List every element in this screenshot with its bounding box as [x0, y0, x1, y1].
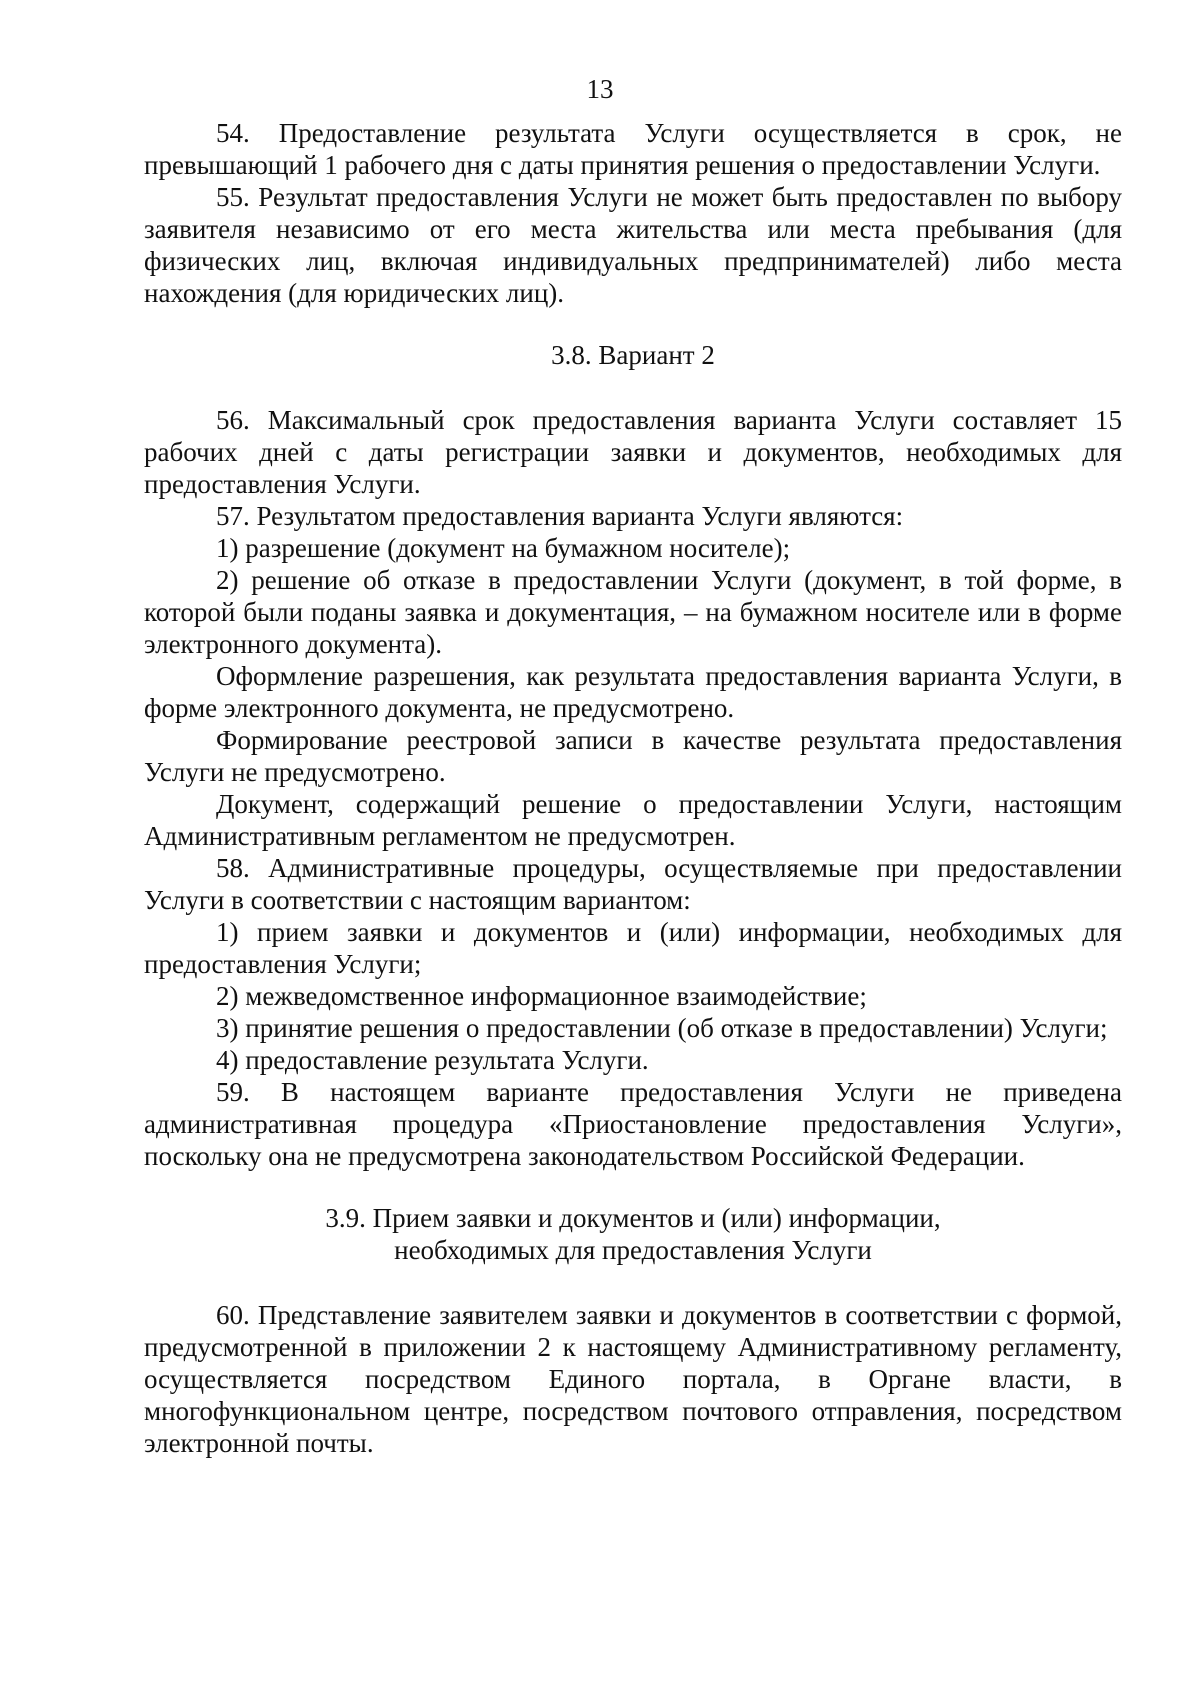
section-heading-3-9-line-2: необходимых для предоставления Услуги	[394, 1235, 872, 1265]
paragraph-58: 58. Административные процедуры, осуществляемые при предоставлении Услуги в соответствии с настоящим вариантом:	[144, 853, 1122, 915]
paragraph-electronic-form-note: Оформление разрешения, как результата предоставления варианта Услуги, в форме электронного документа, не предусмотрено.	[144, 661, 1122, 723]
document-body	[144, 117, 1122, 1459]
paragraph-56: 56. Максимальный срок предоставления варианта Услуги составляет 15 рабочих дней с даты регистрации заявки и документов, необходимых для предоставления Услуги.	[144, 405, 1122, 499]
paragraph-55: 55. Результат предоставления Услуги не может быть предоставлен по выбору заявителя независимо от его места жительства или места пребывания (для физических лиц, включая индивидуальных предпринимателей) либо места нахождения (для юридических лиц).	[144, 182, 1122, 308]
paragraph-60: 60. Представление заявителем заявки и документов в соответствии с формой, предусмотренной в приложении 2 к настоящему Административному регламенту, осуществляется посредством Единого портала, в Органе власти, в многофункциональном центре, посредством почтового отправления, посредством электронной почты.	[144, 1300, 1122, 1458]
list-item-58-1: 1) прием заявки и документов и (или) информации, необходимых для предоставления Услуги;	[144, 917, 1122, 979]
paragraph-54: 54. Предоставление результата Услуги осуществляется в срок, не превышающий 1 рабочего дня с даты принятия решения о предоставлении Услуги.	[144, 118, 1122, 180]
section-heading-3-8: 3.8. Вариант 2	[551, 340, 715, 370]
paragraph-registry-note: Формирование реестровой записи в качестве результата предоставления Услуги не предусмотрено.	[144, 725, 1122, 787]
list-item-58-3: 3) принятие решения о предоставлении (об отказе в предоставлении) Услуги;	[216, 1013, 1108, 1043]
page-number: 13	[586, 74, 614, 104]
paragraph-57: 57. Результатом предоставления варианта Услуги являются:	[216, 501, 904, 531]
list-item-58-4: 4) предоставление результата Услуги.	[216, 1045, 649, 1075]
paragraph-document-note: Документ, содержащий решение о предоставлении Услуги, настоящим Административным регламентом не предусмотрен.	[144, 789, 1122, 851]
section-heading-3-9-line-1: 3.9. Прием заявки и документов и (или) информации,	[325, 1203, 941, 1233]
list-item-57-1: 1) разрешение (документ на бумажном носителе);	[216, 533, 791, 563]
paragraph-59: 59. В настоящем варианте предоставления Услуги не приведена административная процедура «Приостановление предоставления Услуги», поскольку она не предусмотрена законодательством Российской Федерации.	[144, 1077, 1122, 1171]
list-item-58-2: 2) межведомственное информационное взаимодействие;	[216, 981, 867, 1011]
list-item-57-2: 2) решение об отказе в предоставлении Услуги (документ, в той форме, в которой были поданы заявка и документация, – на бумажном носителе или в форме электронного документа).	[144, 565, 1122, 659]
